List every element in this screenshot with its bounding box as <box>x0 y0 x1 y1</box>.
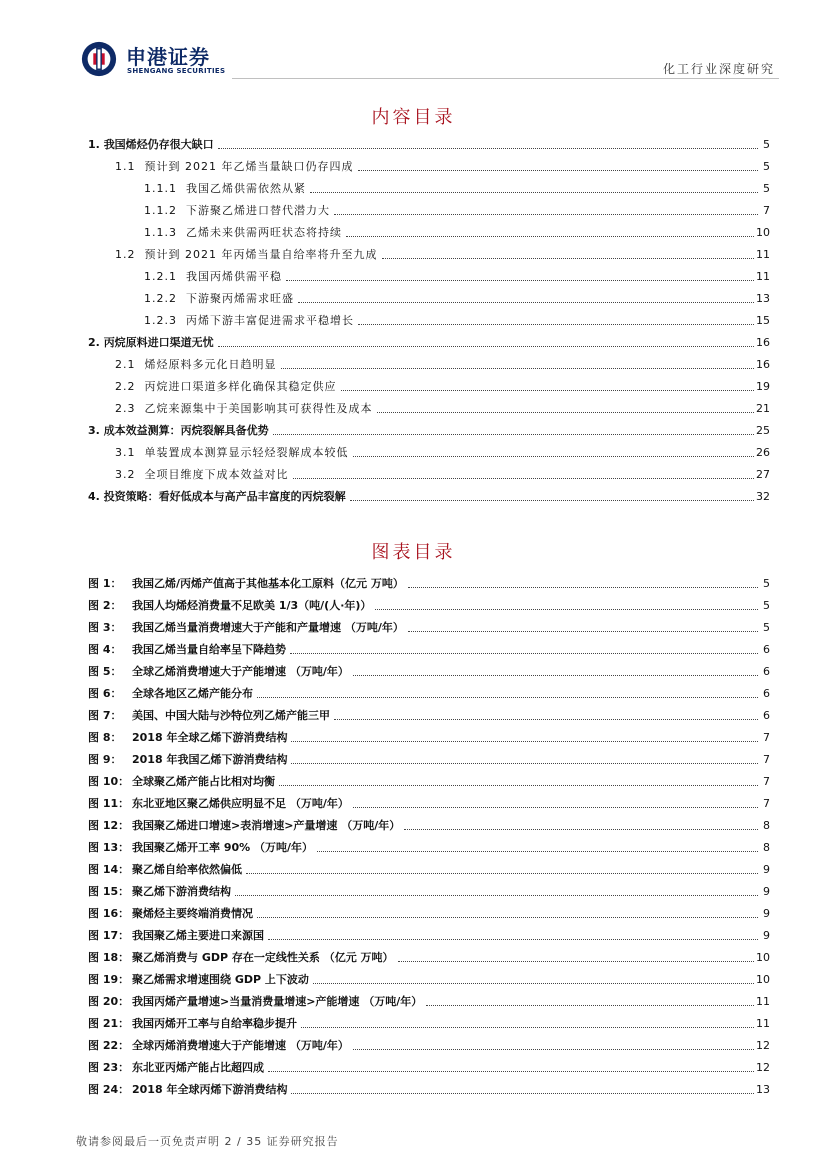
toc-page-number: 10 <box>756 226 770 239</box>
figure-entry[interactable] <box>88 591 770 613</box>
page-footer: 敬请参阅最后一页免责声明 2 / 35 证券研究报告 <box>76 1135 339 1148</box>
toc-entry[interactable] <box>88 306 770 328</box>
toc-entry-label: 2. 丙烷原料进口渠道无忧 <box>88 336 214 349</box>
figure-entry-label: 图 1： 我国乙烯/丙烯产值高于其他基本化工原料（亿元 万吨） <box>88 577 404 590</box>
toc-page-number: 11 <box>756 248 770 261</box>
brand-name-en: SHENGANG SECURITIES <box>127 67 226 75</box>
toc-entry-label: 1.2 预计到 2021 年丙烯当量自给率将升至九成 <box>115 248 378 261</box>
toc-entry[interactable] <box>88 262 770 284</box>
page-header <box>0 0 827 90</box>
figure-entry-label: 图 15： 聚乙烯下游消费结构 <box>88 885 231 898</box>
figure-entry-label: 图 3： 我国乙烯当量消费增速大于产能和产量增速 （万吨/年） <box>88 621 404 634</box>
toc-page-number: 26 <box>756 446 770 459</box>
toc-leader <box>310 192 758 193</box>
toc-leader <box>382 258 755 259</box>
figure-page-number: 9 <box>763 929 770 942</box>
toc-leader <box>353 807 758 808</box>
toc-leader <box>281 368 755 369</box>
figure-entry[interactable] <box>88 635 770 657</box>
toc-entry[interactable] <box>88 240 770 262</box>
figure-entry-label: 图 2： 我国人均烯烃消费量不足欧美 1/3（吨/(人·年)） <box>88 599 372 612</box>
figure-page-number: 9 <box>763 907 770 920</box>
toc-page-number: 27 <box>756 468 770 481</box>
figure-entry[interactable] <box>88 701 770 723</box>
toc-entry-label: 1.1.1 我国乙烯供需依然从紧 <box>144 182 306 195</box>
shengang-logo-icon <box>80 40 118 78</box>
figure-page-number: 7 <box>763 753 770 766</box>
figure-entry[interactable] <box>88 745 770 767</box>
figure-entry-label: 图 13： 我国聚乙烯开工率 90% （万吨/年） <box>88 841 314 854</box>
figure-page-number: 7 <box>763 797 770 810</box>
figure-page-number: 12 <box>756 1039 770 1052</box>
figure-entry[interactable] <box>88 1031 770 1053</box>
figure-page-number: 11 <box>756 1017 770 1030</box>
figure-entry-label: 图 23： 东北亚丙烯产能占比超四成 <box>88 1061 264 1074</box>
figure-page-number: 9 <box>763 863 770 876</box>
figure-entry[interactable] <box>88 987 770 1009</box>
figure-page-number: 10 <box>756 951 770 964</box>
toc-leader <box>298 302 754 303</box>
toc-entry[interactable] <box>88 174 770 196</box>
toc-entry-label: 1.2.2 下游聚丙烯需求旺盛 <box>144 292 294 305</box>
toc-leader <box>334 214 758 215</box>
toc-leader <box>257 917 758 918</box>
toc-leader <box>293 478 755 479</box>
toc-leader <box>291 763 758 764</box>
toc-page-number: 32 <box>756 490 770 503</box>
toc-leader <box>279 785 758 786</box>
toc-leader <box>350 500 754 501</box>
toc-leader <box>291 741 758 742</box>
toc-entry[interactable] <box>88 284 770 306</box>
toc-entry[interactable] <box>88 460 770 482</box>
toc-entry-label: 1.1.2 下游聚乙烯进口替代潜力大 <box>144 204 330 217</box>
toc-entry[interactable] <box>88 372 770 394</box>
toc-entry-label: 3.2 全项目维度下成本效益对比 <box>115 468 289 481</box>
figure-entry-label: 图 11： 东北亚地区聚乙烯供应明显不足 （万吨/年） <box>88 797 349 810</box>
brand-name-cn: 申港证券 <box>126 45 210 69</box>
toc-page-number: 11 <box>756 270 770 283</box>
figure-entry-label: 图 12： 我国聚乙烯进口增速>表消增速>产量增速 （万吨/年） <box>88 819 401 832</box>
figures-title: 图表目录 <box>371 542 456 563</box>
figure-entry-label: 图 20： 我国丙烯产量增速>当量消费量增速>产能增速 （万吨/年） <box>88 995 423 1008</box>
figure-entry-label: 图 7： 美国、中国大陆与沙特位列乙烯产能三甲 <box>88 709 330 722</box>
toc-entry[interactable] <box>88 328 770 350</box>
toc-page-number: 25 <box>756 424 770 437</box>
figure-entry-label: 图 14： 聚乙烯自给率依然偏低 <box>88 863 242 876</box>
figure-entry[interactable] <box>88 789 770 811</box>
figure-entry-label: 图 4： 我国乙烯当量自给率呈下降趋势 <box>88 643 286 656</box>
figure-page-number: 10 <box>756 973 770 986</box>
toc-leader <box>273 434 754 435</box>
toc-entry[interactable] <box>88 130 770 152</box>
toc-leader <box>334 719 758 720</box>
figure-entry[interactable] <box>88 1053 770 1075</box>
figure-page-number: 5 <box>763 577 770 590</box>
figure-page-number: 5 <box>763 621 770 634</box>
toc-leader <box>291 1093 754 1094</box>
figure-entry[interactable] <box>88 833 770 855</box>
figure-entry-label: 图 10： 全球聚乙烯产能占比相对均衡 <box>88 775 275 788</box>
toc-entry[interactable] <box>88 438 770 460</box>
toc-leader <box>353 675 758 676</box>
toc-leader <box>218 346 754 347</box>
figure-page-number: 6 <box>763 687 770 700</box>
toc-leader <box>268 939 758 940</box>
figure-entry[interactable] <box>88 855 770 877</box>
toc-leader <box>235 895 758 896</box>
toc-leader <box>398 961 754 962</box>
toc-leader <box>268 1071 754 1072</box>
figure-page-number: 12 <box>756 1061 770 1074</box>
figure-page-number: 8 <box>763 819 770 832</box>
toc-entry[interactable] <box>88 416 770 438</box>
figure-page-number: 6 <box>763 665 770 678</box>
figure-list <box>88 569 770 1097</box>
toc-page-number: 5 <box>763 160 770 173</box>
toc-entry[interactable] <box>88 482 770 504</box>
toc-leader <box>286 280 754 281</box>
toc-page-number: 5 <box>763 182 770 195</box>
figure-entry[interactable] <box>88 657 770 679</box>
report-type: 化工行业深度研究 <box>662 62 775 76</box>
figure-entry[interactable] <box>88 965 770 987</box>
brand-logo <box>80 40 240 80</box>
toc-entry-label: 1.2.1 我国丙烯供需平稳 <box>144 270 282 283</box>
figure-page-number: 8 <box>763 841 770 854</box>
toc-page-number: 7 <box>763 204 770 217</box>
toc-entry-label: 1.1 预计到 2021 年乙烯当量缺口仍存四成 <box>115 160 354 173</box>
toc-entry-label: 3. 成本效益测算：丙烷裂解具备优势 <box>88 424 269 437</box>
figure-page-number: 5 <box>763 599 770 612</box>
figure-entry[interactable] <box>88 723 770 745</box>
toc-page-number: 13 <box>756 292 770 305</box>
toc-page-number: 5 <box>763 138 770 151</box>
toc-entry-label: 1.1.3 乙烯未来供需两旺状态将持续 <box>144 226 342 239</box>
toc-leader <box>290 653 758 654</box>
header-divider <box>232 78 779 79</box>
toc-page-number: 16 <box>756 358 770 371</box>
toc-page-number: 21 <box>756 402 770 415</box>
toc-entry-label: 3.1 单装置成本测算显示轻烃裂解成本较低 <box>115 446 349 459</box>
toc-page-number: 19 <box>756 380 770 393</box>
figure-entry[interactable] <box>88 899 770 921</box>
toc-leader <box>358 324 754 325</box>
figure-page-number: 11 <box>756 995 770 1008</box>
figure-page-number: 7 <box>763 731 770 744</box>
toc-page-number: 15 <box>756 314 770 327</box>
figure-page-number: 6 <box>763 709 770 722</box>
toc-leader <box>404 829 758 830</box>
figure-page-number: 9 <box>763 885 770 898</box>
figure-entry-label: 图 8： 2018 年全球乙烯下游消费结构 <box>88 731 288 744</box>
figure-entry-label: 图 5： 全球乙烯消费增速大于产能增速 （万吨/年） <box>88 665 349 678</box>
figure-entry-label: 图 6： 全球各地区乙烯产能分布 <box>88 687 253 700</box>
toc-leader <box>426 1005 754 1006</box>
toc-entry[interactable] <box>88 152 770 174</box>
figure-entry[interactable] <box>88 921 770 943</box>
figure-entry-label: 图 9： 2018 年我国乙烯下游消费结构 <box>88 753 288 766</box>
toc-entry[interactable] <box>88 394 770 416</box>
figure-entry[interactable] <box>88 767 770 789</box>
figure-entry-label: 图 16： 聚烯烃主要终端消费情况 <box>88 907 253 920</box>
toc-leader <box>257 697 758 698</box>
toc-leader <box>301 1027 754 1028</box>
figure-entry[interactable] <box>88 569 770 591</box>
figure-entry[interactable] <box>88 877 770 899</box>
toc-page-number: 16 <box>756 336 770 349</box>
toc-leader <box>341 390 755 391</box>
figure-entry-label: 图 24： 2018 年全球丙烯下游消费结构 <box>88 1083 288 1096</box>
toc-title: 内容目录 <box>371 107 456 128</box>
figure-entry[interactable] <box>88 943 770 965</box>
toc-entry-label: 4. 投资策略：看好低成本与高产品丰富度的丙烷裂解 <box>88 490 346 503</box>
toc-entry-label: 2.2 丙烷进口渠道多样化确保其稳定供应 <box>115 380 337 393</box>
toc-leader <box>218 148 758 149</box>
figure-entry[interactable] <box>88 1075 770 1097</box>
toc-leader <box>377 412 755 413</box>
toc-entry-label: 2.3 乙烷来源集中于美国影响其可获得性及成本 <box>115 402 373 415</box>
figure-entry[interactable] <box>88 1009 770 1031</box>
toc-leader <box>313 983 754 984</box>
toc-leader <box>317 851 758 852</box>
figure-page-number: 6 <box>763 643 770 656</box>
toc-leader <box>358 170 759 171</box>
toc-leader <box>408 587 758 588</box>
toc-leader <box>246 873 758 874</box>
toc-entry[interactable] <box>88 350 770 372</box>
figure-entry-label: 图 21： 我国丙烯开工率与自给率稳步提升 <box>88 1017 297 1030</box>
figure-entry-label: 图 17： 我国聚乙烯主要进口来源国 <box>88 929 264 942</box>
toc-list <box>88 130 770 504</box>
figure-page-number: 7 <box>763 775 770 788</box>
toc-entry-label: 1.2.3 丙烯下游丰富促进需求平稳增长 <box>144 314 354 327</box>
toc-leader <box>375 609 758 610</box>
figure-entry-label: 图 18： 聚乙烯消费与 GDP 存在一定线性关系 （亿元 万吨） <box>88 951 394 964</box>
toc-leader <box>408 631 758 632</box>
figure-page-number: 13 <box>756 1083 770 1096</box>
figure-entry-label: 图 22： 全球丙烯消费增速大于产能增速 （万吨/年） <box>88 1039 349 1052</box>
toc-leader <box>346 236 754 237</box>
toc-entry-label: 2.1 烯烃原料多元化日趋明显 <box>115 358 277 371</box>
toc-entry-label: 1. 我国烯烃仍存很大缺口 <box>88 138 214 151</box>
toc-entry[interactable] <box>88 218 770 240</box>
figure-entry-label: 图 19： 聚乙烯需求增速围绕 GDP 上下波动 <box>88 973 309 986</box>
toc-leader <box>353 456 755 457</box>
figure-entry[interactable] <box>88 811 770 833</box>
toc-entry[interactable] <box>88 196 770 218</box>
figure-entry[interactable] <box>88 613 770 635</box>
toc-leader <box>353 1049 754 1050</box>
figure-entry[interactable] <box>88 679 770 701</box>
